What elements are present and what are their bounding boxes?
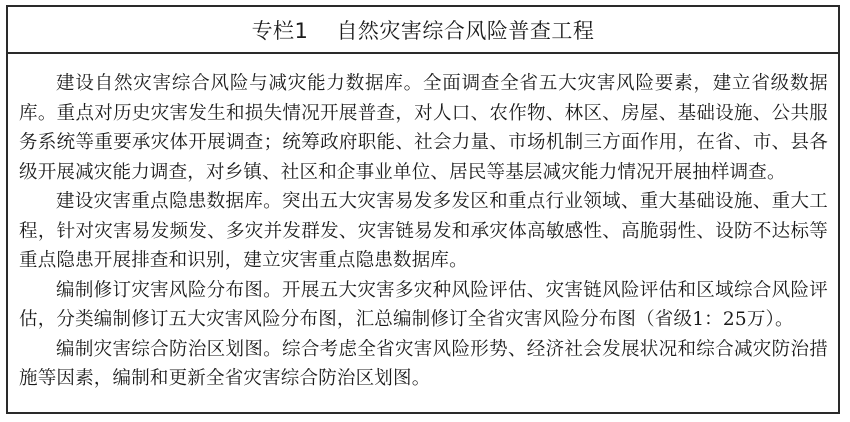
column-header [8, 7, 838, 54]
paragraph-risk-map: 编制修订灾害风险分布图。开展五大灾害多灾种风险评估、灾害链风险评估和区域综合风险评估，分类编制修订五大灾害风险分布图，汇总编制修订全省灾害风险分布图（省级1：25万）。 [19, 279, 828, 330]
column-box [6, 5, 840, 414]
column-title [252, 15, 595, 45]
paragraph-zoning-map: 编制灾害综合防治区划图。综合考虑全省灾害风险形势、经济社会发展状况和综合减灾防治措施等因素，编制和更新全省灾害综合防治区划图。 [19, 338, 828, 389]
column-body [8, 54, 838, 394]
column-title-text: 自然灾害综合风险普查工程 [336, 18, 595, 43]
column-label: 专栏1 [251, 18, 309, 43]
paragraph-hazards: 建设灾害重点隐患数据库。突出五大灾害易发多发区和重点行业领域、重大基础设施、重大工程，针对灾害易发频发、多灾并发群发、灾害链易发和承灾体高敏感性、高脆弱性、设防不达标等重点隐患开展排查和识别，建立灾害重点隐患数据库。 [19, 191, 828, 271]
paragraph-database: 建设自然灾害综合风险与减灾能力数据库。全面调查全省五大灾害风险要素，建立省级数据库。重点对历史灾害发生和损失情况开展普查，对人口、农作物、林区、房屋、基础设施、公共服务系统等重要承灾体开展调查；统筹政府职能、社会力量、市场机制三方面作用，在省、市、县各级开展减灾能力调查，对乡镇、社区和企事业单位、居民等基层减灾能力情况开展抽样调查。 [19, 73, 828, 183]
